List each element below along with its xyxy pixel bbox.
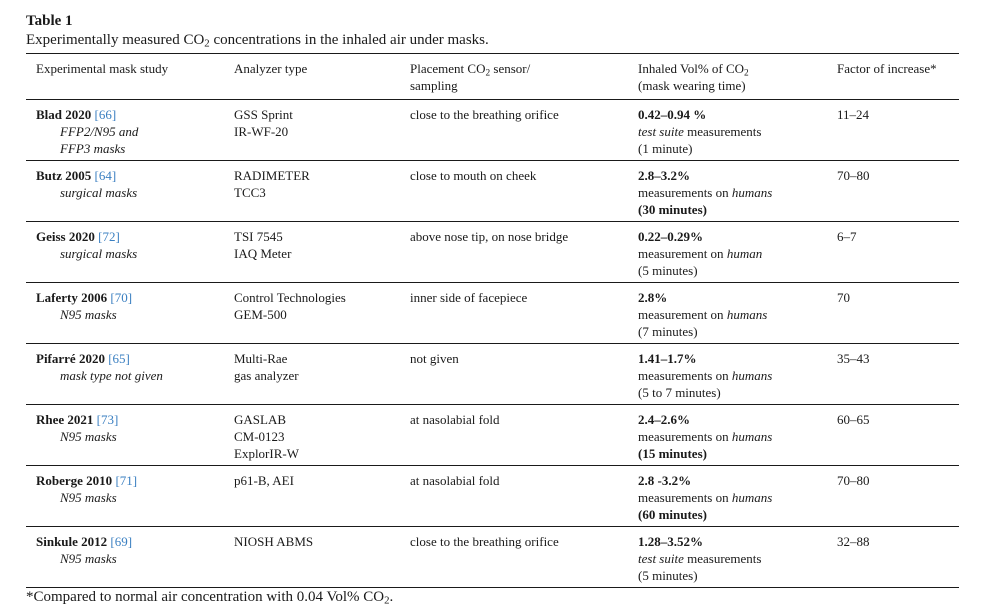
measurement-subject: test suite <box>638 551 684 566</box>
wearing-time: (1 minute) <box>638 141 693 156</box>
factor-value: 70–80 <box>837 168 870 183</box>
header-factor: Factor of increase* <box>827 54 959 100</box>
placement-text: close to the breathing orifice <box>410 534 559 549</box>
caption-text-end: concentrations in the inhaled air under masks. <box>209 32 489 48</box>
measurement-type <box>638 550 827 567</box>
table-row <box>26 344 959 405</box>
cell-inhaled <box>628 405 827 466</box>
cell-placement <box>400 527 628 588</box>
cell-analyzer <box>224 344 400 405</box>
factor-value: 70–80 <box>837 473 870 488</box>
study-name: Rhee 2021 <box>36 412 94 427</box>
analyzer-line: GASLAB <box>234 412 287 427</box>
co2-table <box>26 53 959 588</box>
measurement-text: measurement on <box>638 246 727 261</box>
wearing-time: (5 minutes) <box>638 263 698 278</box>
table-number: Table 1 <box>26 13 73 29</box>
citation-link[interactable]: [69] <box>110 534 133 549</box>
co2-value: 2.8% <box>638 290 668 305</box>
analyzer-line: NIOSH ABMS <box>234 534 314 549</box>
wearing-time: (5 minutes) <box>638 568 698 583</box>
measurement-type <box>638 245 827 262</box>
analyzer-line: GSS Sprint <box>234 107 293 122</box>
mask-type: surgical masks <box>60 246 138 261</box>
cell-factor <box>827 405 959 466</box>
caption-subscript: 2 <box>204 37 210 50</box>
analyzer-line: gas analyzer <box>234 368 299 383</box>
cell-analyzer <box>224 222 400 283</box>
measurement-text-end: measurements <box>683 551 762 566</box>
co2-value: 2.4–2.6% <box>638 412 690 427</box>
measurement-type <box>638 184 827 201</box>
analyzer-line: IAQ Meter <box>234 246 292 261</box>
cell-placement <box>400 161 628 222</box>
cell-factor <box>827 222 959 283</box>
cell-study <box>26 161 224 222</box>
measurement-subject: humans <box>731 185 773 200</box>
cell-inhaled <box>628 161 827 222</box>
factor-value: 32–88 <box>837 534 870 549</box>
cell-placement <box>400 344 628 405</box>
measurement-text: measurement on <box>638 307 727 322</box>
analyzer-line: Control Technologies <box>234 290 346 305</box>
cell-placement <box>400 100 628 161</box>
cell-factor <box>827 161 959 222</box>
measurement-type <box>638 306 827 323</box>
caption-text: Experimentally measured CO <box>26 32 205 48</box>
header-analyzer: Analyzer type <box>224 54 400 100</box>
analyzer-line: TSI 7545 <box>234 229 283 244</box>
mask-type: FFP3 masks <box>60 141 126 156</box>
table-row <box>26 405 959 466</box>
header-inhaled: Inhaled Vol% of $CO_2$ (mask wearing time) <box>628 54 827 100</box>
cell-analyzer <box>224 100 400 161</box>
analyzer-line: IR-WF-20 <box>234 124 289 139</box>
factor-value: 11–24 <box>837 107 870 122</box>
cell-study <box>26 222 224 283</box>
citation-link[interactable]: [65] <box>108 351 130 366</box>
co2-value: 0.42–0.94 % <box>638 107 707 122</box>
mask-type: N95 masks <box>60 551 117 566</box>
mask-type: FFP2/N95 and <box>60 124 139 139</box>
cell-placement <box>400 283 628 344</box>
measurement-text: measurements on <box>638 490 732 505</box>
wearing-time: (60 minutes) <box>638 507 707 522</box>
cell-analyzer <box>224 527 400 588</box>
citation-link[interactable]: [71] <box>115 473 138 488</box>
measurement-subject: humans <box>731 490 773 505</box>
study-name: Butz 2005 <box>36 168 92 183</box>
wearing-time: (5 to 7 minutes) <box>638 385 721 400</box>
cell-factor <box>827 283 959 344</box>
wearing-time: (7 minutes) <box>638 324 698 339</box>
placement-text: at nasolabial fold <box>410 473 500 488</box>
study-name: Blad 2020 <box>36 107 92 122</box>
cell-placement <box>400 222 628 283</box>
table-container <box>26 12 959 588</box>
table-row <box>26 283 959 344</box>
cell-placement <box>400 405 628 466</box>
table-caption <box>26 31 959 50</box>
cell-factor <box>827 527 959 588</box>
analyzer-line: TCC3 <box>234 185 266 200</box>
analyzer-line: RADIMETER <box>234 168 310 183</box>
cell-inhaled <box>628 100 827 161</box>
cell-factor <box>827 100 959 161</box>
cell-inhaled <box>628 466 827 527</box>
header-row <box>26 54 959 100</box>
header-study: Experimental mask study <box>26 54 224 100</box>
table-row <box>26 466 959 527</box>
co2-value: 1.28–3.52% <box>638 534 703 549</box>
analyzer-line: GEM-500 <box>234 307 287 322</box>
table-row <box>26 222 959 283</box>
table-body <box>26 100 959 588</box>
measurement-text: measurements on <box>638 429 732 444</box>
wearing-time: (15 minutes) <box>638 446 707 461</box>
placement-text: inner side of facepiece <box>410 290 528 305</box>
table-row <box>26 100 959 161</box>
cell-study <box>26 344 224 405</box>
measurement-text-end: measurements <box>683 124 762 139</box>
factor-value: 6–7 <box>837 229 857 244</box>
citation-link[interactable]: [73] <box>96 412 119 427</box>
co2-value: 2.8–3.2% <box>638 168 690 183</box>
placement-text: not given <box>410 351 459 366</box>
measurement-subject: humans <box>726 307 768 322</box>
mask-type: N95 masks <box>60 429 117 444</box>
factor-value: 35–43 <box>837 351 870 366</box>
mask-type: N95 masks <box>60 307 117 322</box>
analyzer-line: CM-0123 <box>234 429 285 444</box>
cell-study <box>26 466 224 527</box>
placement-text: at nasolabial fold <box>410 412 500 427</box>
cell-factor <box>827 466 959 527</box>
cell-inhaled <box>628 222 827 283</box>
study-name: Geiss 2020 <box>36 229 95 244</box>
cell-analyzer <box>224 466 400 527</box>
measurement-subject: test suite <box>638 124 684 139</box>
citation-link[interactable]: [72] <box>98 229 120 244</box>
cell-placement <box>400 466 628 527</box>
analyzer-line: Multi-Rae <box>234 351 288 366</box>
co2-value: 2.8 -3.2% <box>638 473 692 488</box>
measurement-type <box>638 489 827 506</box>
cell-analyzer <box>224 283 400 344</box>
measurement-type <box>638 123 827 140</box>
mask-type: surgical masks <box>60 185 138 200</box>
factor-value: 60–65 <box>837 412 870 427</box>
cell-study <box>26 100 224 161</box>
factor-value: 70 <box>837 290 850 305</box>
study-name: Roberge 2010 <box>36 473 113 488</box>
citation-link[interactable]: [66] <box>94 107 117 122</box>
study-name: Sinkule 2012 <box>36 534 108 549</box>
placement-text: above nose tip, on nose bridge <box>410 229 569 244</box>
co2-value: 0.22–0.29% <box>638 229 703 244</box>
wearing-time: (30 minutes) <box>638 202 707 217</box>
table-row <box>26 161 959 222</box>
cell-analyzer <box>224 161 400 222</box>
table-footnote: *Compared to normal air concentration with 0.04 Vol% $CO_2$. <box>26 589 394 607</box>
cell-study <box>26 405 224 466</box>
study-name: Laferty 2006 <box>36 290 108 305</box>
cell-analyzer <box>224 405 400 466</box>
measurement-text: measurements on <box>638 368 732 383</box>
measurement-text: measurements on <box>638 185 732 200</box>
placement-text: close to mouth on cheek <box>410 168 537 183</box>
cell-study <box>26 283 224 344</box>
measurement-subject: human <box>726 246 763 261</box>
cell-inhaled <box>628 283 827 344</box>
analyzer-line: ExplorIR-W <box>234 446 299 461</box>
cell-study <box>26 527 224 588</box>
cell-inhaled <box>628 527 827 588</box>
measurement-subject: humans <box>731 368 773 383</box>
cell-inhaled <box>628 344 827 405</box>
measurement-subject: humans <box>731 429 773 444</box>
cell-factor <box>827 344 959 405</box>
mask-type: mask type not given <box>60 368 163 383</box>
mask-type: N95 masks <box>60 490 117 505</box>
citation-link[interactable]: [70] <box>110 290 133 305</box>
header-placement: Placement $CO_2$ sensor/ sampling <box>400 54 628 100</box>
placement-text: close to the breathing orifice <box>410 107 559 122</box>
study-name: Pifarré 2020 <box>36 351 105 366</box>
measurement-type <box>638 367 827 384</box>
analyzer-line: p61-B, AEI <box>234 473 294 488</box>
co2-value: 1.41–1.7% <box>638 351 697 366</box>
citation-link[interactable]: [64] <box>94 168 117 183</box>
table-row <box>26 527 959 588</box>
measurement-type <box>638 428 827 445</box>
